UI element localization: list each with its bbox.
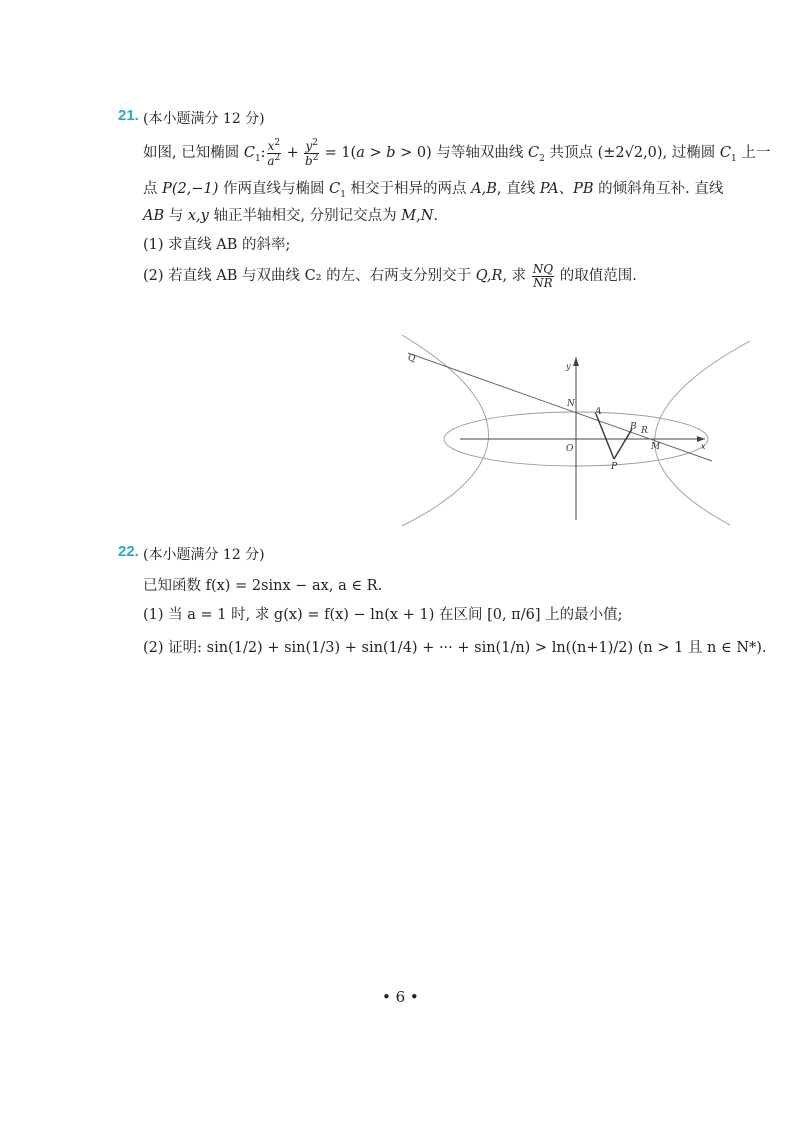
q21-part-1: (1) 求直线 AB 的斜率; <box>143 237 291 253</box>
q22-part-1: (1) 当 a = 1 时, 求 g(x) = f(x) − ln(x + 1) 在区间 [0, π/6] 上的最小值; <box>143 607 623 623</box>
label-p: P <box>611 462 618 472</box>
ellipse-y-term: $\frac{y^2}{b^2}$ <box>305 138 319 168</box>
label-y: y <box>566 362 571 371</box>
label-n: N <box>567 399 575 409</box>
label-x: x <box>701 442 706 451</box>
ellipse-x-term: $\frac{x^2}{a^2}$ <box>267 138 281 168</box>
y-axis-arrow <box>573 357 579 366</box>
interval: [0, π/6] <box>487 607 541 623</box>
q21-part-2: (2) 若直线 AB 与双曲线 C₂ 的左、右两支分别交于 Q,R, 求 $\frac{NQ}{NR}$ 的取值范围. <box>143 262 637 290</box>
ratio-fraction: $\frac{NQ}{NR}$ <box>532 262 554 290</box>
question-22-number: 22. <box>118 543 139 560</box>
segment-pa <box>596 414 614 459</box>
question-21-number: 21. <box>118 107 139 124</box>
q22-part-2: (2) 证明: sin(1/2) + sin(1/3) + sin(1/4) + ··· + sin(1/n) > ln((n+1)/2) (n > 1 且 n ∈ N*). <box>143 640 767 656</box>
hyperbola-right-branch <box>655 341 750 525</box>
question-22-header: (本小题满分 12 分) <box>143 547 265 563</box>
q21-line-2: 点 P(2,−1) 作两直线与椭圆 $C_1$ 相交于相异的两点 A,B, 直线 PA、PB 的倾斜角互补. 直线 <box>143 181 724 200</box>
label-r: R <box>641 426 648 436</box>
segment-pb <box>614 429 632 459</box>
label-m: M <box>651 442 661 452</box>
label-o: O <box>566 444 574 454</box>
conic-figure <box>400 335 755 530</box>
q21-line-3: AB 与 x,y 轴正半轴相交, 分别记交点为 M,N. <box>143 208 439 224</box>
question-21-header: (本小题满分 12 分) <box>143 111 265 127</box>
page-number: • 6 • <box>382 988 419 1006</box>
label-a: A <box>595 407 602 417</box>
q22-given: 已知函数 f(x) = 2sinx − ax, a ∈ R. <box>143 578 383 594</box>
q21-line-1: 如图, 已知椭圆 $C_1$: $\frac{x^2}{a^2}$ + $\frac{y^2}{b^2}$ = 1(a > b > 0) 与等轴双曲线 $C_2$ 共顶点 (±2√2,0), 过椭圆 $C_1$ 上一 <box>143 138 771 168</box>
label-q: Q <box>408 354 416 364</box>
label-b: B <box>630 422 637 432</box>
